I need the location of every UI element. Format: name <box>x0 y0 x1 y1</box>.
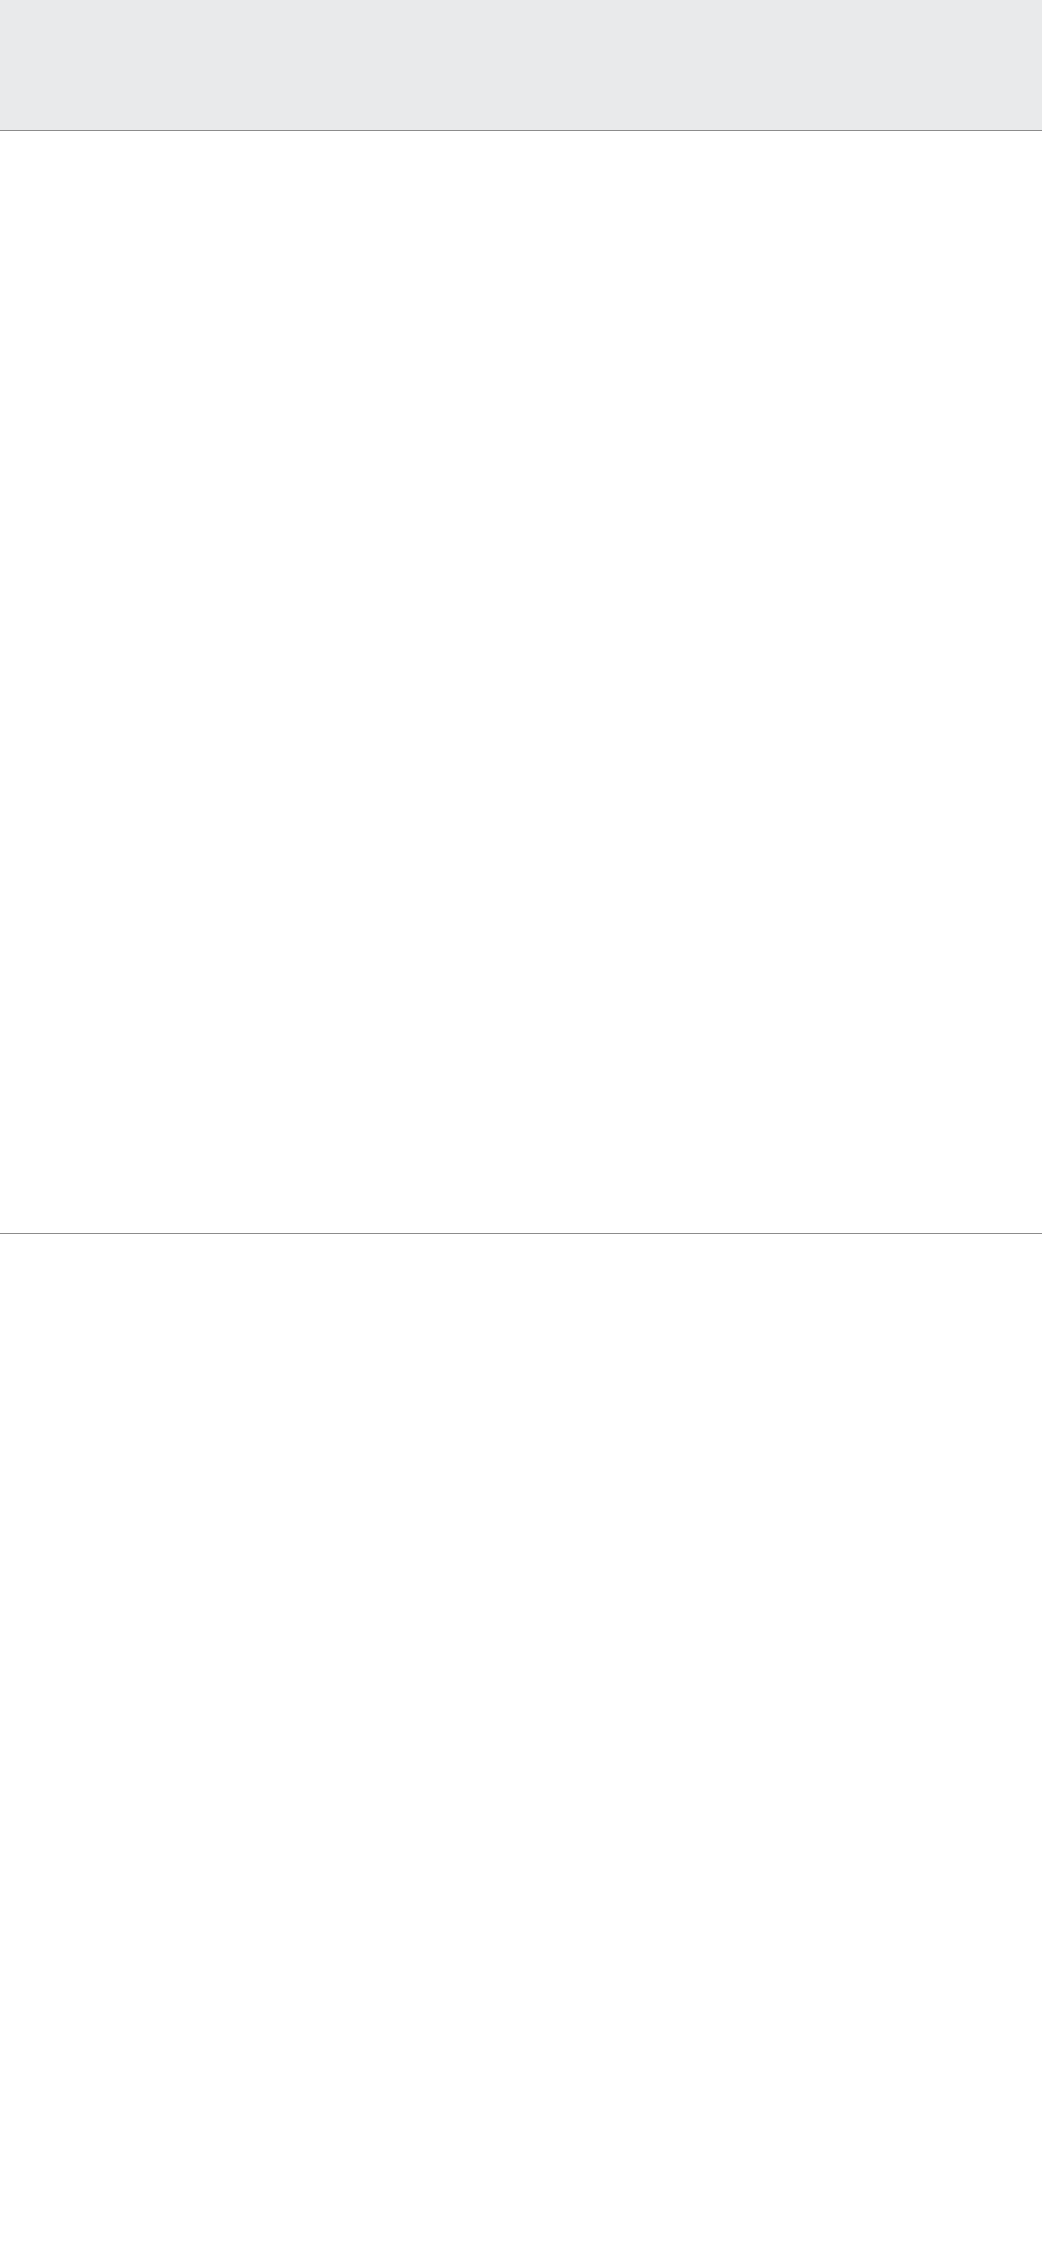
header-divider <box>0 130 1042 131</box>
table-header <box>0 0 1042 130</box>
table-bottom-divider <box>0 1233 1042 1234</box>
